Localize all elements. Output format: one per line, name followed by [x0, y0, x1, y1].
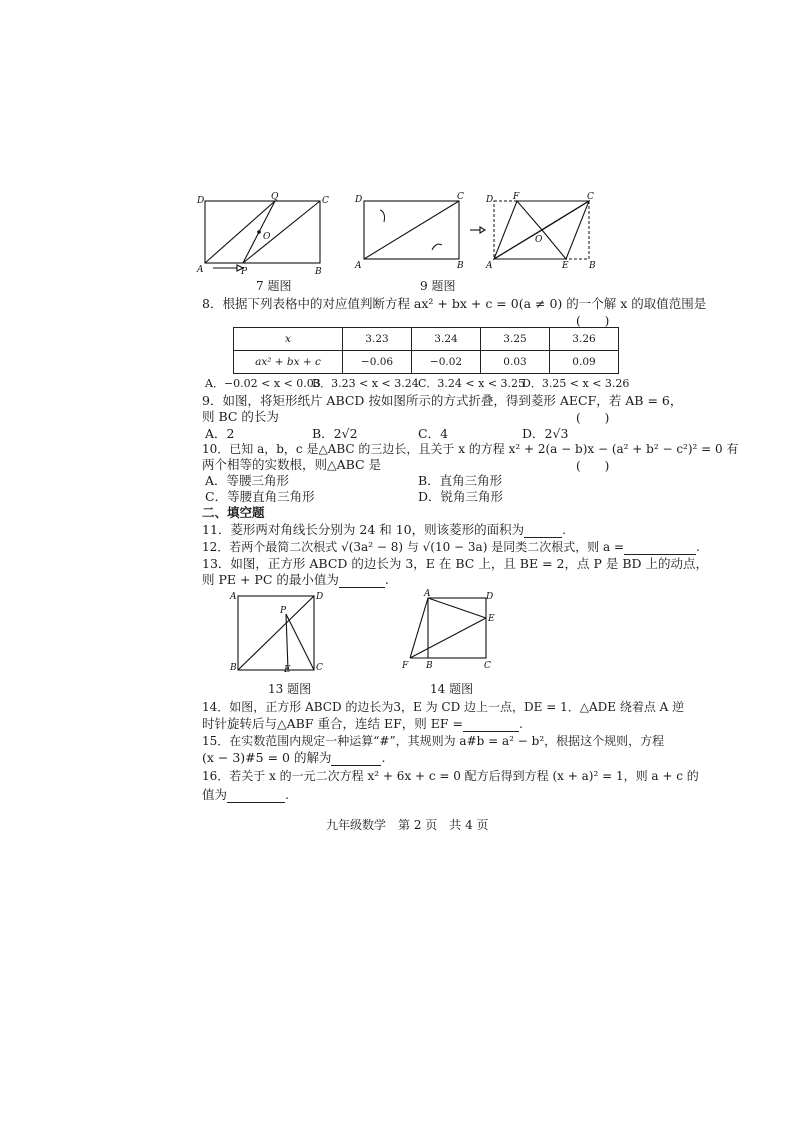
figure-13-caption: 13 题图 [268, 682, 312, 696]
label-O: O [535, 235, 543, 245]
label-D: D [197, 196, 205, 206]
question-14-stem: 时针旋转后与△ABF 重合，连结 EF，则 EF = [202, 716, 463, 731]
table-cell: 3.25 [481, 328, 550, 351]
figure-7-caption: 7 题图 [256, 279, 292, 293]
option-d: D．锐角三角形 [418, 489, 504, 504]
question-15-end: . [381, 750, 386, 765]
question-15-text [202, 750, 385, 766]
table-cell: 3.23 [343, 328, 412, 351]
question-11-text [202, 522, 566, 538]
option-d: D．3.25 < x < 3.26 [522, 377, 630, 390]
label-A: A [355, 261, 362, 271]
figure-13 [228, 588, 328, 676]
answer-blank[interactable] [524, 537, 562, 538]
answer-blank[interactable] [624, 554, 696, 555]
label-C: C [457, 192, 464, 202]
table-cell: 3.24 [412, 328, 481, 351]
label-P: P [280, 606, 287, 616]
label-A: A [486, 261, 493, 271]
question-16-end: . [285, 787, 289, 802]
question-8-text: 8．根据下列表格中的对应值判断方程 ax² + bx + c = 0(a ≠ 0) 的一个解 x 的取值范围是 [202, 296, 707, 311]
table-cell: x [234, 328, 343, 351]
label-O: O [263, 232, 271, 242]
label-D: D [486, 195, 494, 205]
table-row [234, 351, 619, 374]
question-10-answer-paren: ( ) [576, 459, 610, 473]
table-cell: 0.09 [550, 351, 619, 374]
question-12-end: . [696, 540, 700, 554]
label-A: A [424, 589, 431, 599]
option-d: D．2√3 [522, 426, 569, 441]
answer-blank[interactable] [339, 587, 385, 588]
option-c: C．4 [418, 426, 449, 441]
table-row [234, 328, 619, 351]
question-8-value-table [233, 327, 619, 374]
question-12-stem: 12．若两个最简二次根式 √(3a² − 8) 与 √(10 − 3a) 是同类二次根式，则 a = [202, 540, 625, 554]
label-C: C [322, 196, 329, 206]
label-B: B [426, 661, 433, 671]
table-cell: ax² + bx + c [234, 351, 343, 374]
label-B: B [230, 663, 237, 673]
option-b: B．直角三角形 [418, 473, 503, 488]
question-9-line-1: 9．如图，将矩形纸片 ABCD 按如图所示的方式折叠，得到菱形 AECF，若 AB = 6， [202, 393, 683, 408]
label-D: D [316, 592, 324, 602]
figure-14 [398, 588, 508, 676]
table-cell: −0.06 [343, 351, 412, 374]
option-a: A．等腰三角形 [205, 473, 290, 488]
option-b: B．3.23 < x < 3.24 [312, 377, 419, 390]
question-16-text [202, 787, 289, 803]
question-13-line-1: 13．如图，正方形 ABCD 的边长为 3，E 在 BC 上，且 BE = 2，点 P 是 BD 上的动点， [202, 556, 709, 571]
question-10-line-2: 两个相等的实数根，则△ABC 是 [202, 457, 382, 472]
label-P: P [241, 267, 248, 275]
question-11-stem: 11．菱形两对角线长分别为 24 和 10，则该菱形的面积为 [202, 522, 525, 537]
figure-7 [195, 190, 335, 275]
label-C: C [484, 661, 491, 671]
table-cell: 0.03 [481, 351, 550, 374]
label-B: B [315, 267, 322, 275]
label-A: A [230, 592, 237, 602]
label-A: A [197, 265, 204, 275]
question-9-line-2: 则 BC 的长为 [202, 409, 279, 424]
question-15-line-1: 15．在实数范围内规定一种运算“#”，其规则为 a#b = a² − b²，根据这个规则，方程 [202, 734, 665, 748]
question-13-text [202, 572, 389, 588]
label-F: F [402, 661, 409, 671]
question-14-text [202, 716, 523, 732]
label-E: E [562, 261, 569, 271]
label-D: D [486, 592, 494, 602]
question-13-stem: 则 PE + PC 的最小值为 [202, 572, 339, 587]
label-C: C [316, 663, 323, 673]
table-cell: 3.26 [550, 328, 619, 351]
label-F: F [513, 192, 520, 202]
table-cell: −0.02 [412, 351, 481, 374]
label-C: C [587, 192, 594, 202]
question-15-stem: (x − 3)#5 = 0 的解为 [202, 750, 332, 765]
question-16-line-1: 16．若关于 x 的一元二次方程 x² + 6x + c = 0 配方后得到方程 (x + a)² = 1，则 a + c 的 [202, 769, 699, 783]
label-Q: Q [271, 192, 279, 202]
option-b: B．2√2 [312, 426, 358, 441]
question-9-answer-paren: ( ) [576, 411, 610, 425]
question-13-end: . [384, 572, 389, 587]
question-14-line-1: 14．如图，正方形 ABCD 的边长为3，E 为 CD 边上一点，DE = 1．△ADE 绕着点 A 逆 [202, 700, 685, 714]
answer-blank[interactable] [463, 731, 519, 732]
question-10-line-1: 10．已知 a，b，c 是△ABC 的三边长，且关于 x 的方程 x² + 2(a − b)x − (a² + b² − c²)² = 0 有 [202, 442, 739, 456]
figure-9 [352, 190, 607, 275]
question-12-text [202, 539, 700, 555]
option-a: A．−0.02 < x < 0.03 [205, 377, 321, 390]
question-16-stem: 值为 [202, 787, 228, 802]
section-heading-fill-in: 二、填空题 [202, 505, 265, 520]
question-11-end: . [562, 522, 567, 537]
label-E: E [284, 665, 291, 675]
figure-14-caption: 14 题图 [430, 682, 474, 696]
label-B: B [589, 261, 596, 271]
answer-blank[interactable] [227, 802, 285, 803]
question-14-end: . [518, 716, 523, 731]
option-c: C．等腰直角三角形 [205, 489, 315, 504]
page-footer: 九年级数学 第 2 页 共 4 页 [326, 818, 489, 832]
label-E: E [488, 614, 495, 624]
figure-9-caption: 9 题图 [420, 279, 456, 293]
option-c: C．3.24 < x < 3.25 [418, 377, 526, 390]
label-B: B [457, 261, 464, 271]
question-8-answer-paren: ( ) [576, 314, 610, 328]
label-D: D [355, 195, 363, 205]
option-a: A．2 [205, 426, 235, 441]
answer-blank[interactable] [331, 765, 381, 766]
